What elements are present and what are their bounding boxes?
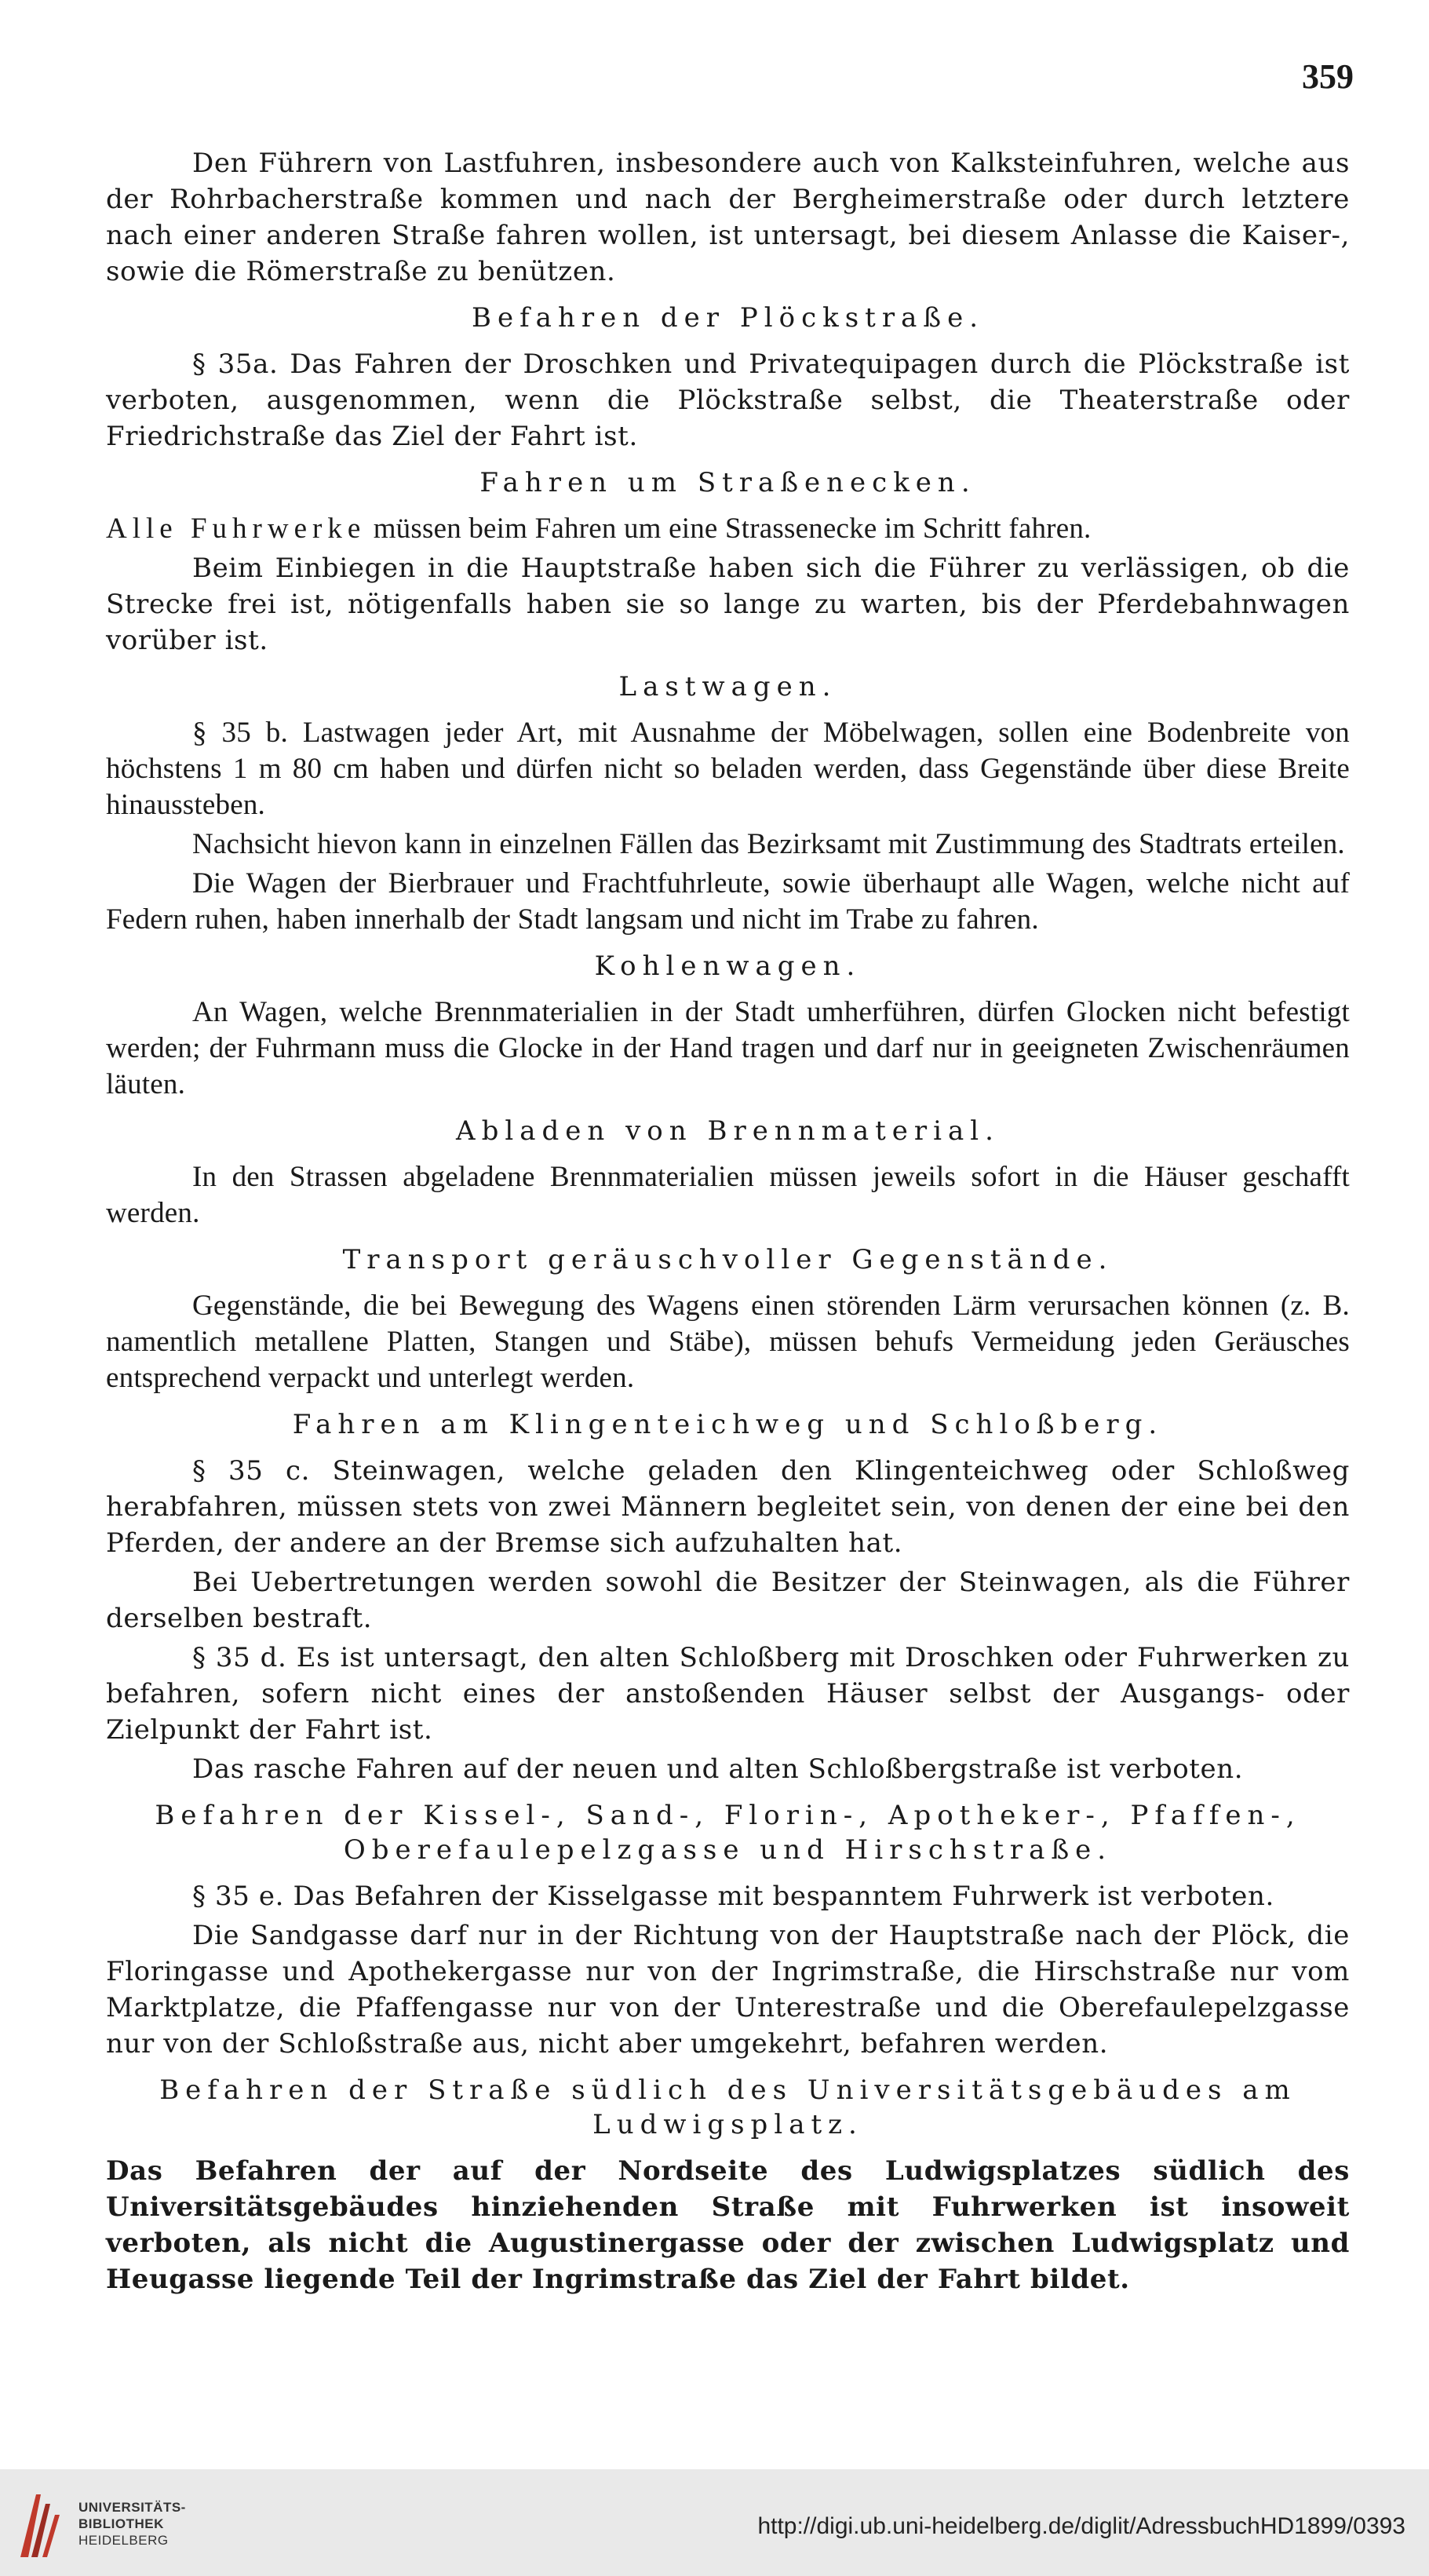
body-paragraph (106, 866, 1350, 938)
paragraph-text: Nachsicht hievon kann in einzelnen Fällen das Bezirksamt mit Zustimmung des Stadtrats erteilen. (192, 828, 1345, 860)
footer-bar (0, 2469, 1429, 2576)
section-heading: Fahren um Straßenecken. (479, 467, 976, 498)
body-paragraph (106, 1288, 1350, 1396)
section-heading: Befahren der Plöckstraße. (471, 302, 985, 334)
paragraph-text: An Wagen, welche Brennmaterialien in der Stadt umherführen, dürfen Glocken nicht befestigt werden; der Fuhrmann muss die Glocke in der Hand tragen und darf nur in geeigneten Zwischenräumen läuten. (106, 996, 1350, 1100)
paragraph-text: Die Sandgasse darf nur in der Richtung von der Hauptstraße nach der Plöck, die Floringasse und Apothekergasse nur von der Ingrimstraße, die Hirschstraße nur vom Marktplatze, die Pfaffengasse nur von der Unterestraße und die Oberefaulepelzgasse nur von der Schloßstraße aus, nicht aber umgekehrt, befahren werden. (106, 1920, 1350, 2060)
section-heading: Lastwagen. (618, 671, 837, 702)
section-number: § 35a. (192, 348, 279, 380)
library-name (78, 2499, 186, 2549)
section-paragraph (106, 715, 1350, 823)
paragraph-text: Bei Uebertretungen werden sowohl die Besitzer der Steinwagen, als die Führer derselben bestraft. (106, 1567, 1350, 1634)
body-paragraph (106, 145, 1350, 290)
paragraph-text: Das Fahren der Droschken und Privatequipagen durch die Plöckstraße ist verboten, ausgenommen, wenn die Plöckstraße selbst, die Theaterstraße oder Friedrichstraße das Ziel der Fahrt ist. (106, 348, 1350, 452)
paragraph-text: Steinwagen, welche geladen den Klingenteichweg oder Schloßweg herabfahren, müssen stets von zwei Männern begleitet sein, von denen der eine bei den Pferden, der andere an der Bremse sich aufzuhalten hat. (106, 1455, 1350, 1559)
section-number: § 35 b. (192, 717, 288, 749)
paragraph-text: Es ist untersagt, den alten Schloßberg mit Droschken oder Fuhrwerken zu befahren, sofern nicht eines der anstoßenden Häuser selbst der Ausgangs- oder Zielpunkt der Fahrt ist. (106, 1642, 1350, 1746)
section-number: § 35 e. (192, 1881, 285, 1912)
document-body (106, 145, 1350, 2301)
section-heading: Transport geräuschvoller Gegenstände. (342, 1244, 1114, 1275)
library-seal-icon (14, 2488, 64, 2563)
library-name-line: BIBLIOTHEK (78, 2516, 164, 2531)
section-paragraph (106, 1453, 1350, 1561)
paragraph-text: Lastwagen jeder Art, mit Ausnahme der Möbelwagen, sollen eine Bodenbreite von höchstens 1 m 80 cm haben und dürfen nicht so beladen werden, dass Gegenstände über diese Breite hinaussteben. (106, 717, 1350, 821)
paragraph-text: In den Strassen abgeladene Brennmaterialien müssen jeweils sofort in die Häuser geschafft werden. (106, 1161, 1350, 1229)
body-paragraph (106, 550, 1350, 659)
body-paragraph (106, 511, 1350, 547)
section-heading: Befahren der Kissel-, Sand-, Florin-, Apotheker-, Pfaffen-, Oberefaulepelzgasse und Hirschstraße. (155, 1800, 1301, 1866)
paragraph-text: müssen beim Fahren um eine Strassenecke im Schritt fahren. (373, 513, 1092, 545)
body-paragraph (106, 1917, 1350, 2062)
paragraph-text: Die Wagen der Bierbrauer und Frachtfuhrleute, sowie überhaupt alle Wagen, welche nicht auf Federn ruhen, haben innerhalb der Stadt langsam und nicht im Trabe zu fahren. (106, 867, 1350, 936)
paragraph-text: Das rasche Fahren auf der neuen und alten Schloßbergstraße ist verboten. (192, 1753, 1244, 1785)
paragraph-text: Gegenstände, die bei Bewegung des Wagens einen störenden Lärm verursachen können (z. B. namentlich metallene Platten, Stangen und Stäbe), müssen behufs Vermeidung jeden Geräusches entsprechend verpackt und unterlegt werden. (106, 1290, 1350, 1394)
section-heading: Abladen von Brennmaterial. (456, 1115, 1000, 1147)
spaced-emphasis: Alle Fuhrwerke (106, 513, 366, 545)
body-paragraph (106, 1159, 1350, 1231)
paragraph-text: Beim Einbiegen in die Hauptstraße haben sich die Führer zu verlässigen, ob die Strecke frei ist, nötigenfalls haben sie so lange zu warten, bis der Pferdebahnwagen vorüber ist. (106, 553, 1350, 656)
paragraph-text: Das Befahren der auf der Nordseite des Ludwigsplatzes südlich des Universitätsgebäudes hinziehenden Straße mit Fuhrwerken ist insoweit verboten, als nicht die Augustinergasse oder der zwischen Ludwigsplatz und Heugasse liegende Teil der Ingrimstraße das Ziel der Fahrt bildet. (106, 2155, 1350, 2295)
section-heading: Kohlenwagen. (594, 950, 862, 982)
paragraph-text: Das Befahren der Kisselgasse mit bespanntem Fuhrwerk ist verboten. (293, 1881, 1274, 1912)
body-paragraph (106, 2153, 1350, 2297)
section-paragraph (106, 346, 1350, 454)
page-number: 359 (1302, 57, 1354, 96)
body-paragraph (106, 826, 1350, 863)
source-url-link[interactable]: http://digi.ub.uni-heidelberg.de/diglit/AdressbuchHD1899/0393 (757, 2513, 1405, 2539)
section-number: § 35 c. (192, 1455, 311, 1487)
section-number: § 35 d. (192, 1642, 287, 1673)
paragraph-text: Den Führern von Lastfuhren, insbesondere auch von Kalksteinfuhren, welche aus der Rohrbacherstraße kommen und nach der Bergheimerstraße oder durch letztere nach einer anderen Straße fahren wollen, ist untersagt, bei diesem Anlasse die Kaiser-, sowie die Römerstraße zu benützen. (106, 148, 1350, 287)
body-paragraph (106, 1751, 1350, 1787)
body-paragraph (106, 1564, 1350, 1636)
section-paragraph (106, 1640, 1350, 1748)
section-heading: Fahren am Klingenteichweg und Schloßberg. (292, 1409, 1164, 1440)
library-name-line: HEIDELBERG (78, 2533, 169, 2548)
library-name-line: UNIVERSITÄTS- (78, 2500, 186, 2515)
section-heading: Befahren der Straße südlich des Universitätsgebäudes am Ludwigsplatz. (159, 2074, 1296, 2140)
library-logo[interactable] (14, 2488, 265, 2567)
body-paragraph (106, 994, 1350, 1103)
section-paragraph (106, 1878, 1350, 1914)
